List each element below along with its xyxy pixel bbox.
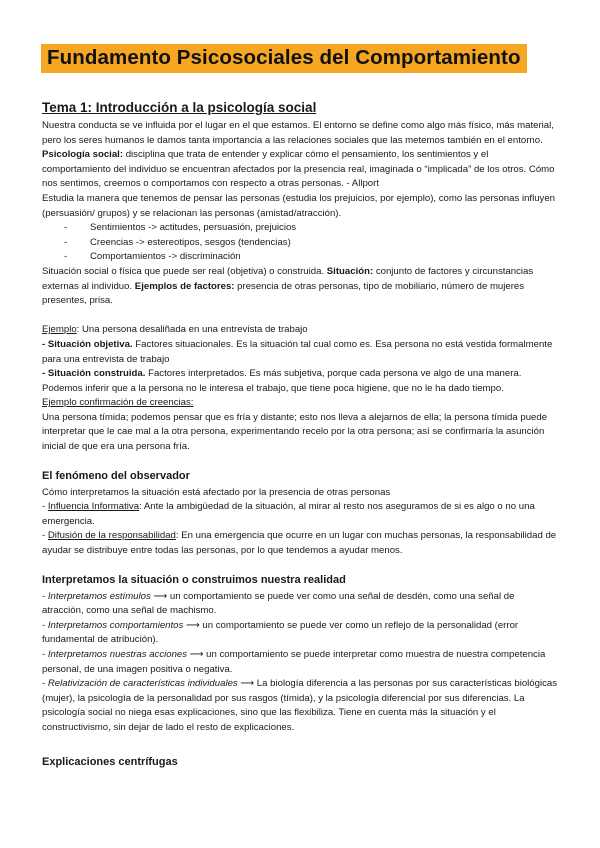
section-title-centrifugas: Explicaciones centrífugas [42,755,178,768]
term-ejemplos-factores: Ejemplos de factores: [134,280,235,292]
term-relativizacion: Relativización de características individuales [47,678,238,690]
term-interpretamos-estimulos: Interpretamos estímulos [47,590,151,602]
ejemplos-factores-text: presencia de otras personas, tipo de mobiliario, número de mujeres presentes, prisa. [42,280,525,307]
paragraph-estudia: Estudia la manera que tenemos de pensar las personas (estudia los prejuicios, por ejemplo), como las personas influyen (persuasión/ grupos) y se relacionan las personas (amistad/atracción). [42,192,556,219]
term-interpretamos-comportamientos: Interpretamos comportamientos [47,619,184,631]
difusion-text: : En una emergencia que ocurre en un lugar con muchas personas, la responsabilidad de ayudar se distribuye entre todas las personas, por lo que tendemos a ayudar menos. [42,530,557,557]
paragraph-intro: Nuestra conducta se ve influida por el lugar en el que estamos. El entorno se define como algo más físico, más material, pero los seres humanos le damos tanta importancia a las relaciones sociales que las metemos también en el entorno. [42,120,554,146]
situacion-objetiva-text: Factores situacionales. Es la situación tal cual como es. Esa persona no está vestida formalmente para una entrevista de trabajo [42,338,553,365]
paragraph-interpretamos-acciones: - Interpretamos nuestras acciones ⟶ un comportamiento se puede interpretar como muestra de nuestra competencia personal, de una imagen positiva o negativa. [42,649,546,675]
list-item: - Comportamientos -> discriminación [42,250,558,265]
term-influencia-informativa: Influencia Informativa [47,501,140,513]
interpretamos-comportamientos-text: ⟶ un comportamiento se puede ver como un reflejo de la personalidad (error fundamental de atribución). [42,619,519,646]
interpretamos-estimulos-text: ⟶ un comportamiento se puede ver como una señal de desdén, como una señal de atracción, como una señal de machismo. [42,590,515,617]
paragraph-difusion: - Difusión de la responsabilidad: En una emergencia que ocurre en un lugar con muchas personas, la responsabilidad de ayudar se distribuye entre todas las personas, por lo que tendemos a ayudar menos. [42,530,557,557]
section-title-interpretamos: Interpretamos la situación o construimos nuestra realidad [42,573,346,586]
list-item: - Creencias -> estereotipos, sesgos (tendencias) [42,236,558,251]
list-item: - Sentimientos -> actitudes, persuasión, prejuicios [42,221,558,236]
term-situacion-construida: - Situación construida. [42,368,146,380]
relativizacion-text: ⟶ La biología diferencia a las personas por sus características biológicas (mujer), la psicología de la personalidad por sus rasgos (tímida), y la psicología diferencial por sus diferencias. La psicología social no niega esas explicaciones, sino que las flexibiliza. Tiene en cuenta más la situación y el constructivismo, sin dejar de lado el resto de explicaciones. [42,678,558,733]
paragraph-interpretamos-estimulos: - Interpretamos estímulos ⟶ un comportamiento se puede ver como una señal de desdén, como una señal de atracción, como una señal de machismo. [42,590,515,617]
term-psicologia-social: Psicología social: [42,149,124,161]
confirmacion-label: Ejemplo confirmación de creencias: [42,397,194,409]
paragraph-interpretamos-comportamientos: - Interpretamos comportamientos ⟶ un comportamiento se puede ver como un reflejo de la personalidad (error fundamental de atribución). [42,619,519,646]
section-title-observador: El fenómeno del observador [42,469,190,482]
situacion-construida-text: Factores interpretados. Es más subjetiva, porque cada persona ve algo de una manera. Podemos inferir que a la persona no le interesa el trabajo, que tiene poca higiene, que no le ha dado tiempo. [42,368,522,394]
interpretamos-acciones-text: ⟶ un comportamiento se puede interpretar como muestra de nuestra competencia personal, de una imagen positiva o negativa. [42,649,546,675]
term-interpretamos-acciones: Interpretamos nuestras acciones [47,649,188,660]
influencia-text: : Ante la ambigüedad de la situación, al mirar al resto nos aseguramos de si es algo o no una emergencia. [42,501,535,527]
paragraph-influencia: - Influencia Informativa: Ante la ambigüedad de la situación, al mirar al resto nos aseguramos de si es algo o no una emergencia. [42,501,535,527]
definition-situacion: conjunto de factores y circunstancias externas al individuo. [42,265,534,292]
section-title-tema1: Tema 1: Introducción a la psicología social [42,100,317,115]
paragraph-situacion-objetiva [42,338,558,367]
term-difusion-responsabilidad: Difusión de la responsabilidad [47,530,176,542]
paragraph-relativizacion: - Relativización de características individuales ⟶ La biología diferencia a las personas por sus características biológicas (mujer), la psicología de la personalidad por sus rasgos (tímida), y la psicología diferencial por sus diferencias. La psicología social no niega esas explicaciones, sino que las flexibiliza. Tiene en cuenta más la situación y el constructivismo, sin dejar de lado el resto de explicaciones. [42,678,558,733]
spacer [42,309,558,324]
paragraph-observador-intro: Cómo interpretamos la situación está afectado por la presencia de otras personas [42,486,391,498]
term-situacion: Situación: [326,265,374,277]
definition-psicologia-social: disciplina que trata de entender y explicar cómo el pensamiento, los sentimientos y el comportamiento del individuo se encuentran afectados por la presencia real, imaginada o “implicada” de los otros. Cómo nos sentimos, creemos o comportamos con respecto a otras personas. - Allport [42,149,555,190]
paragraph-psicologia-social [42,148,558,192]
situacion-intro: Situación social o física que puede ser real (objetiva) o construida. [42,265,327,277]
paragraph-situacion-construida [42,367,558,396]
paragraph-confirmacion: Una persona tímida; podemos pensar que es fría y distante; esto nos lleva a alejarnos de ella; la persona tímida puede interpretar que le cae mal a la otra persona, experimentando recelo por la otra persona; así se confirmaría la asunción inicial de que era una persona fría. [42,411,548,453]
paragraph-ejemplo [42,323,558,338]
term-situacion-objetiva: - Situación objetiva. [42,338,133,350]
document-title: Fundamento Psicosociales del Comportamiento [41,44,527,73]
bullet-list [42,221,558,265]
paragraph-situacion [42,265,558,309]
ejemplo-text: : Una persona desaliñada en una entrevista de trabajo [76,324,308,336]
ejemplo-label: Ejemplo [42,324,77,336]
